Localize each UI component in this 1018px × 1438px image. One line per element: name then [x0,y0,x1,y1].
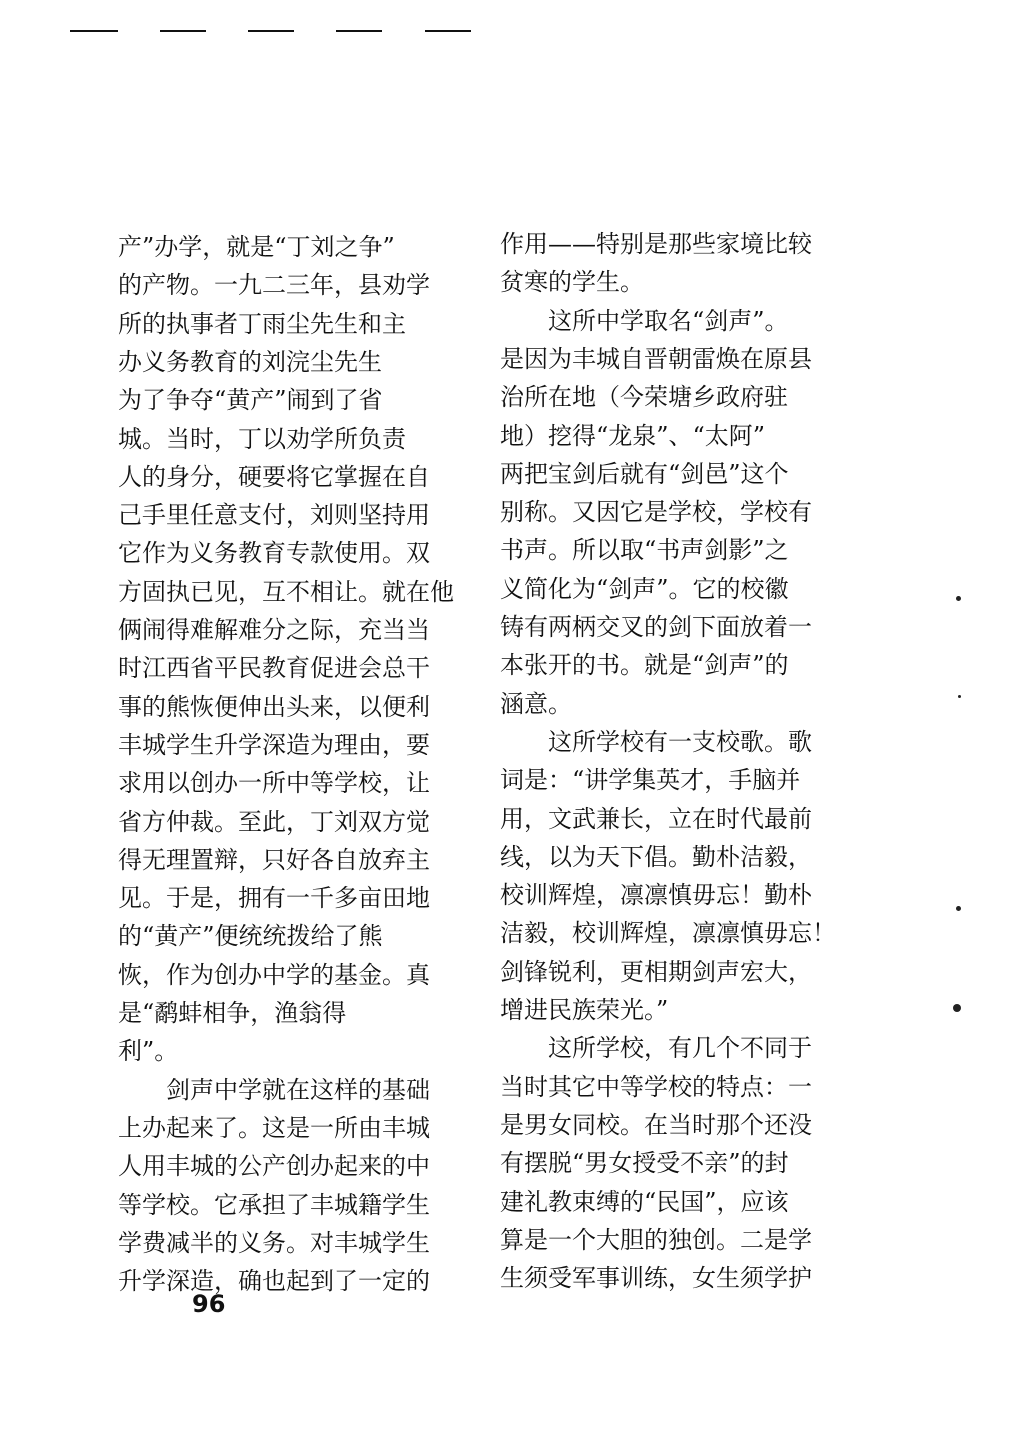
text-line: 它作为义务教育专款使用。双 [118,539,430,568]
page-number: 96 [192,1290,226,1318]
text-line: 求用以创办一所中等学校，让 [118,769,430,798]
header-rule [160,30,206,32]
text-line: 所的执事者丁雨尘先生和主 [118,309,406,338]
text-line: 两把宝剑后就有“剑邑”这个 [500,459,789,488]
text-line: 剑声中学就在这样的基础 [118,1075,430,1104]
text-line: 这所中学取名“剑声”。 [500,306,789,335]
text-line: 建礼教束缚的“民国”，应该 [500,1187,789,1216]
scan-speck [953,1004,961,1012]
text-line: 别称。又因它是学校，学校有 [500,498,812,527]
text-line: 等学校。它承担了丰城籍学生 [118,1190,430,1219]
text-line: 增进民族荣光。” [500,996,669,1024]
text-line: 有摆脱“男女授受不亲”的封 [500,1149,789,1178]
text-line: 见。于是，拥有一千多亩田地 [118,884,430,913]
text-line: 治所在地（今荣塘乡政府驻 [500,383,788,412]
text-line: 贫寒的学生。 [500,268,644,297]
scan-speck [956,906,961,911]
text-line: 升学深造，确也起到了一定的 [118,1267,430,1296]
text-line: 方固执已见，互不相让。就在他 [118,577,454,606]
text-line: 人的身分，硬要将它掌握在自 [118,462,430,491]
text-line: 是男女同校。在当时那个还没 [500,1110,812,1139]
text-line: 省方仲裁。至此，丁刘双方觉 [118,807,430,836]
text-line: 得无理置辩，只好各自放弃主 [118,845,430,874]
text-line: 丰城学生升学深造为理由，要 [118,730,430,759]
text-line: 是“鹬蚌相争，渔翁得 [118,999,347,1027]
text-line: 线，以为天下倡。勤朴洁毅， [500,842,812,871]
text-line: 这所学校，有几个不同于 [500,1034,812,1063]
header-rule [70,30,118,32]
text-line: 是因为丰城自晋朝雷焕在原县 [500,344,812,373]
header-rule [425,30,471,32]
text-line: 己手里任意支付，刘则坚持用 [118,501,430,530]
text-line: 上办起来了。这是一所由丰城 [118,1113,430,1142]
text-line: 涵意。 [500,689,572,718]
text-line: 校训辉煌，凛凛慎毋忘！勤朴 [500,881,812,910]
text-line: 义简化为“剑声”。它的校徽 [500,574,789,603]
text-line: 办义务教育的刘浣尘先生 [118,347,382,376]
text-line: 这所学校有一支校歌。歌 [500,727,812,756]
text-line: 洁毅，校训辉煌，凛凛慎毋忘！ [500,919,836,948]
text-line: 事的熊恢便伸出头来，以便利 [118,692,430,721]
text-line: 学费减半的义务。对丰城学生 [118,1228,430,1257]
text-line: 时江西省平民教育促进会总干 [118,654,430,683]
text-line: 剑锋锐利，更相期剑声宏大， [500,957,812,986]
text-line: 的产物。一九二三年，县劝学 [118,271,430,300]
text-line: 用，文武兼长，立在时代最前 [500,804,812,833]
text-line: 词是：“讲学集英才，手脑并 [500,766,801,795]
header-rule [336,30,382,32]
scan-speck [956,596,961,601]
text-line: 生须受军事训练，女生须学护 [500,1264,812,1293]
text-line: 算是一个大胆的独创。二是学 [500,1225,812,1254]
text-line: 书声。所以取“书声剑影”之 [500,536,789,565]
text-line: 为了争夺“黄产”闹到了省 [118,386,383,415]
text-line: 恢，作为创办中学的基金。真 [118,960,430,989]
text-line: 利”。 [118,1037,179,1066]
scan-speck [958,695,961,698]
text-line: 地）挖得“龙泉”、“太阿” [500,421,766,450]
text-line: 的“黄产”便统统拨给了熊 [118,922,383,951]
text-line: 铸有两柄交叉的剑下面放着一 [500,613,812,641]
text-line: 人用丰城的公产创办起来的中 [118,1152,430,1181]
text-line: 产”办学，就是“丁刘之争” [118,233,395,261]
text-line: 本张开的书。就是“剑声”的 [500,651,789,680]
text-line: 当时其它中等学校的特点：一 [500,1072,812,1101]
text-line: 城。当时，丁以劝学所负责 [118,424,406,453]
text-line: 作用——特别是那些家境比较 [500,230,812,258]
header-rule [248,30,294,32]
text-line: 俩闹得难解难分之际，充当当 [118,616,430,644]
